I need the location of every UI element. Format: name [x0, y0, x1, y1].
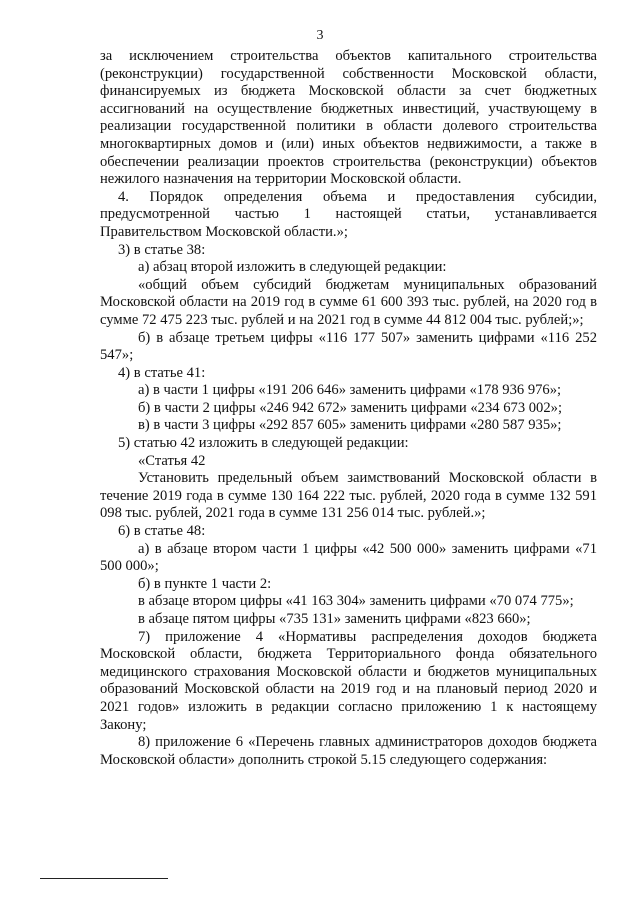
paragraph-second-abzac: в абзаце втором цифры «41 163 304» заменить цифрами «70 074 775»;: [138, 593, 574, 610]
paragraph-item-4-header: 4) в статье 41:: [118, 364, 206, 381]
paragraph-continuation: за исключением строительства объектов капитального строительства (реконструкции) государственной собственности Московской области, финансируемых из бюджета Московской области за счет бюджетных ассигнований на осуществление бюджетных инвестиций, участвующему в реализации государственной политики в области долевого строительства многоквартирных домов и (или) иных объектов недвижимости, а также в обеспечении реализации проектов строительства (реконструкции) объектов нежилого назначения на территории Московской области.: [100, 48, 597, 188]
paragraph-item-3-header: 3) в статье 38:: [118, 241, 206, 258]
paragraph-subitem-b-48: б) в пункте 1 части 2:: [138, 575, 272, 592]
paragraph-article-42-title: «Статья 42: [138, 452, 206, 469]
page-number: 3: [316, 28, 324, 43]
paragraph-subitem-a: а) абзац второй изложить в следующей редакции:: [138, 259, 447, 276]
document-body: [100, 48, 597, 769]
footer-rule: [40, 878, 168, 879]
paragraph-item-4: 4. Порядок определения объема и предоставления субсидии, предусмотренной частью 1 настоящей статьи, устанавливается Правительством Московской области.»;: [100, 188, 597, 240]
paragraph-item-6-header: 6) в статье 48:: [118, 523, 206, 540]
paragraph-quote-subsidies: «общий объем субсидий бюджетам муниципальных образований Московской области на 2019 год в сумме 61 600 393 тыс. рублей, на 2020 год в сумме 72 475 223 тыс. рублей и на 2021 год в сумме 44 812 004 тыс. рублей;»;: [100, 276, 597, 328]
paragraph-fifth-abzac: в абзаце пятом цифры «735 131» заменить цифрами «823 660»;: [138, 611, 531, 627]
paragraph-item-8: 8) приложение 6 «Перечень главных администраторов доходов бюджета Московской области» дополнить строкой 5.15 следующего содержания:: [100, 734, 597, 768]
paragraph-article-42-text: Установить предельный объем заимствований Московской области в течение 2019 года в сумме 130 164 222 тыс. рублей, 2020 года в сумме 132 591 098 тыс. рублей, 2021 года в сумме 131 256 014 тыс. рублей.»;: [100, 470, 597, 522]
paragraph-item-5-header: 5) статью 42 изложить в следующей редакции:: [118, 435, 409, 452]
paragraph-item-7: 7) приложение 4 «Нормативы распределения доходов бюджета Московской области, бюджета Территориального фонда обязательного медицинского страхования Московской области и бюджетов муниципальных образований Московской области на 2019 год и на плановый период 2020 и 2021 годов» изложить в редакции согласно приложению 1 к настоящему Закону;: [100, 628, 597, 733]
paragraph-subitem-c-41: в) в части 3 цифры «292 857 605» заменить цифрами «280 587 935»;: [138, 417, 562, 434]
paragraph-subitem-a-48: а) в абзаце втором части 1 цифры «42 500 000» заменить цифрами «71 500 000»;: [100, 540, 597, 575]
paragraph-subitem-b: б) в абзаце третьем цифры «116 177 507» заменить цифрами «116 252 547»;: [100, 329, 597, 364]
paragraph-subitem-b-41: б) в части 2 цифры «246 942 672» заменить цифрами «234 673 002»;: [138, 399, 563, 416]
paragraph-subitem-a-41: а) в части 1 цифры «191 206 646» заменить цифрами «178 936 976»;: [138, 382, 562, 399]
